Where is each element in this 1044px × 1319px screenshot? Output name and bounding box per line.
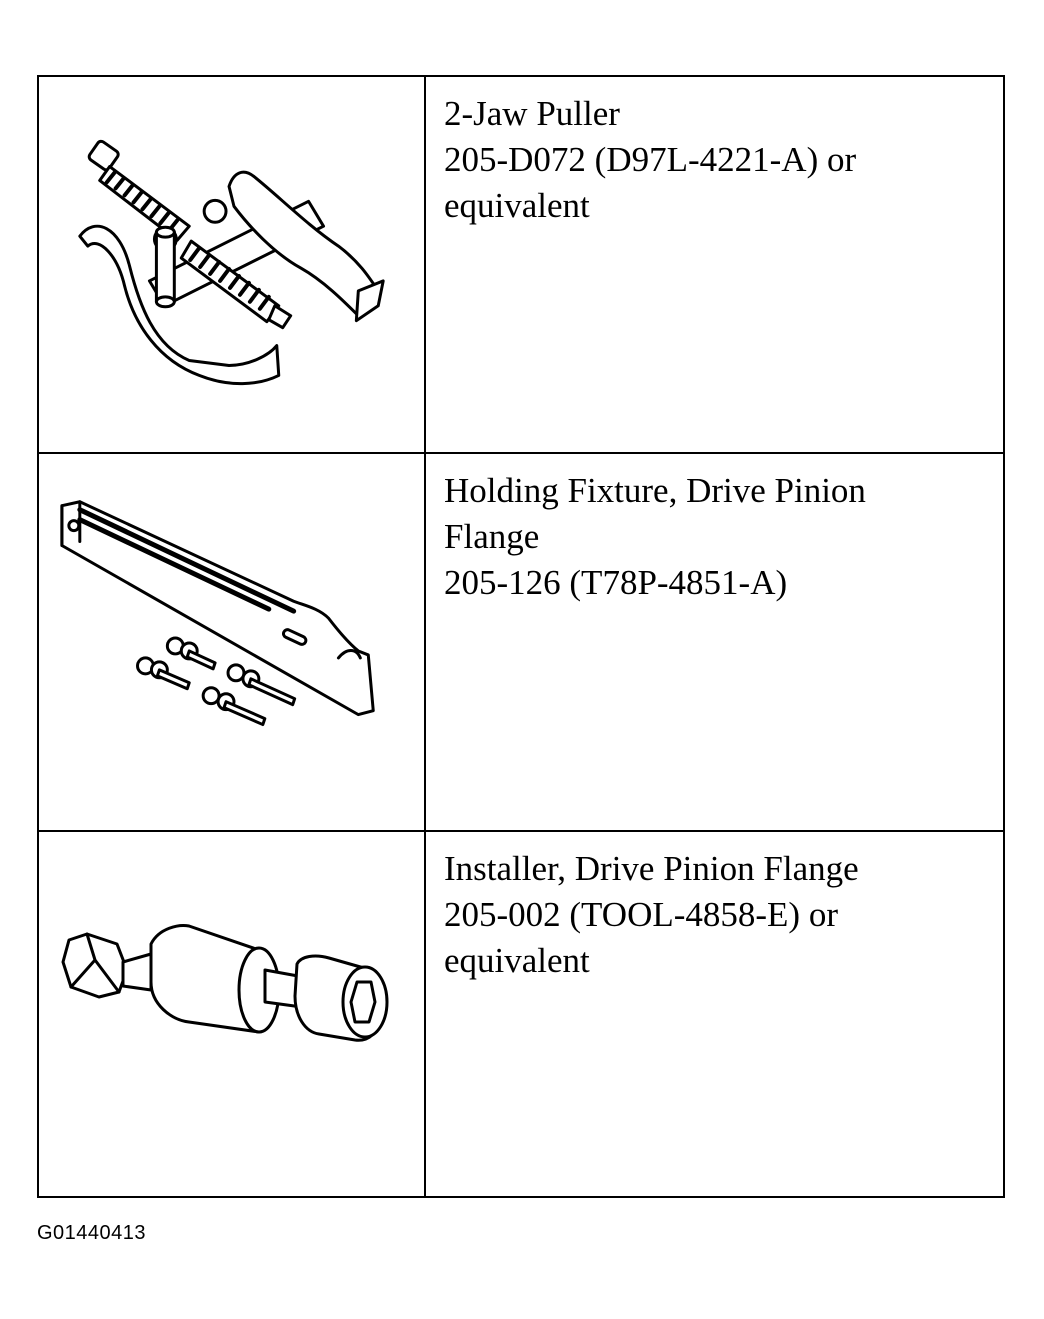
two-jaw-puller-icon — [39, 77, 426, 452]
tool-equivalent-note: equivalent — [444, 186, 590, 225]
flange-installer-icon — [39, 832, 426, 1198]
tool-name: Installer, Drive Pinion Flange — [444, 849, 859, 888]
tool-description — [444, 846, 993, 984]
tool-equivalent-note: equivalent — [444, 941, 590, 980]
tool-image-cell — [39, 77, 426, 452]
tool-description — [444, 468, 993, 606]
figure-id: G01440413 — [37, 1222, 147, 1244]
tool-part-number: 205-D072 (D97L-4221-A) or — [444, 140, 857, 179]
tool-description — [444, 91, 993, 229]
holding-fixture-icon — [39, 454, 426, 830]
tool-name-continued: Flange — [444, 517, 540, 556]
tool-row-flange-installer — [39, 832, 1003, 1198]
tool-part-number: 205-002 (TOOL-4858-E) or — [444, 895, 838, 934]
special-tools-table — [37, 75, 1005, 1198]
tool-name: Holding Fixture, Drive Pinion — [444, 471, 866, 510]
tool-image-cell — [39, 832, 426, 1198]
tool-part-number: 205-126 (T78P-4851-A) — [444, 563, 788, 602]
tool-row-holding-fixture — [39, 454, 1003, 832]
tool-image-cell — [39, 454, 426, 830]
tool-row-2-jaw-puller — [39, 77, 1003, 454]
tool-name: 2-Jaw Puller — [444, 94, 620, 133]
